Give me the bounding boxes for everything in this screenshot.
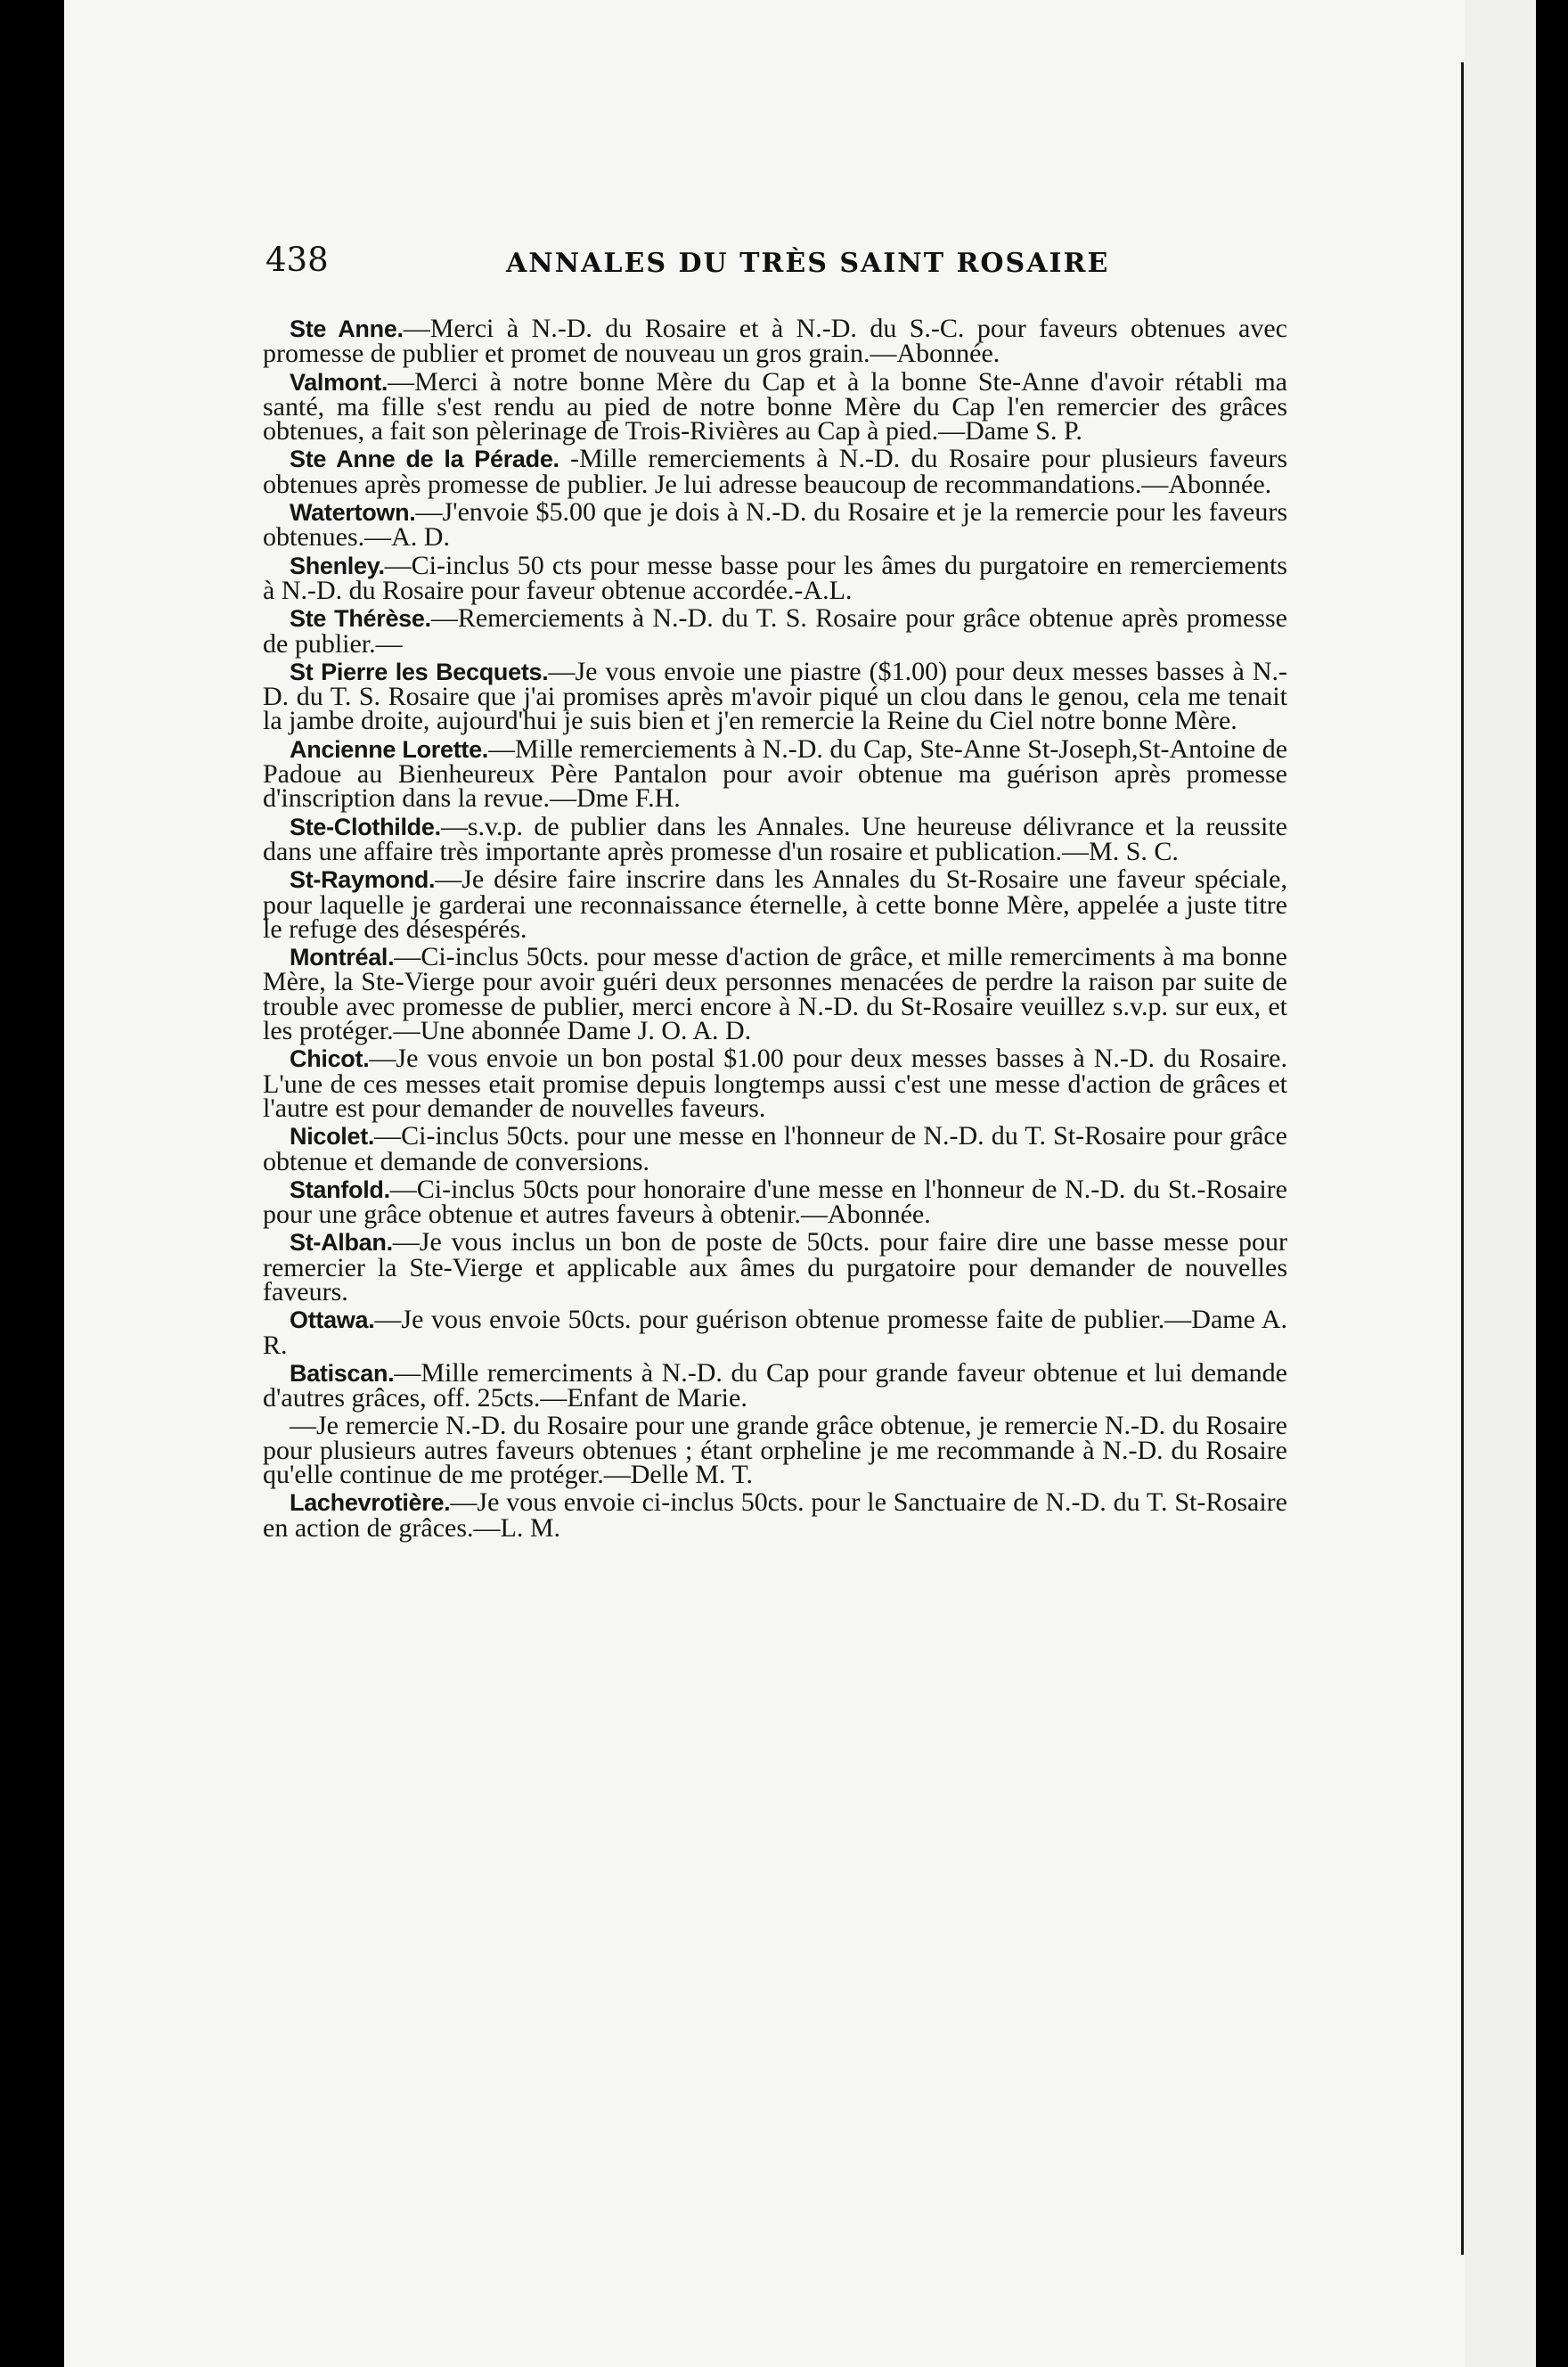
entry-place: Ste Thérèse. bbox=[290, 605, 431, 633]
entry-place: Ste-Clothilde. bbox=[290, 813, 441, 840]
entry bbox=[263, 1411, 1287, 1490]
entry-text: —Ci-inclus 50cts. pour messe d'action de grâce, et mille remerciments à ma bonne Mère, la Ste-Vierge pour avoir guéri deux personnes menacées de perdre la raison par suite de trouble avec promesse de publier, merci encore à N.-D. du St-Rosaire veuillez s.v.p. sur eux, et les protéger.—Une abonnée Dame J. O. A. D. bbox=[263, 942, 1287, 1046]
entry-place: Batiscan. bbox=[290, 1359, 395, 1387]
entry-place: Stanfold. bbox=[290, 1175, 390, 1203]
entry-text: —Ci-inclus 50 cts pour messe basse pour les âmes du purgatoire en remerciements à N.-D. du Rosaire pour faveur obtenue accordée.-A.L. bbox=[263, 550, 1287, 605]
running-title: ANNALES DU TRÈS SAINT ROSAIRE bbox=[506, 248, 1110, 279]
entry bbox=[263, 656, 1287, 736]
entry-place: Ste Anne. bbox=[290, 315, 404, 342]
entry bbox=[263, 550, 1287, 605]
entry bbox=[263, 1121, 1287, 1176]
entry bbox=[263, 603, 1287, 659]
entry-text: —Merci à notre bonne Mère du Cap et à la bonne Ste-Anne d'avoir rétabli ma santé, ma fille s'est rendu au pied de notre bonne Mère du Cap l'en remercier des grâces obtenues, a fait son pèlerinage de Trois-Rivières au Cap à pied.—Dame S. P. bbox=[263, 366, 1287, 446]
page-header bbox=[265, 241, 1174, 294]
entry bbox=[263, 314, 1287, 369]
entry-place: Lachevrotière. bbox=[290, 1489, 451, 1517]
entry bbox=[263, 1044, 1287, 1123]
entry-text: —J'envoie $5.00 que je dois à N.-D. du Rosaire et je la remercie pour les faveurs obtenues.—A. D. bbox=[263, 497, 1287, 553]
entry-place: Watertown. bbox=[290, 499, 416, 527]
entry-text: —Je vous envoie 50cts. pour guérison obtenue promesse faite de publier.—Dame A. R. bbox=[263, 1305, 1287, 1360]
entry bbox=[263, 733, 1288, 814]
entry bbox=[263, 444, 1288, 499]
entry-place: Nicolet. bbox=[290, 1123, 375, 1151]
entry-text: —Je remercie N.-D. du Rosaire pour une grande grâce obtenue, je remercie N.-D. du Rosaire pour plusieurs autres faveurs obtenues ; étant orpheline je me recommande à N.-D. du Rosaire qu'elle continue de me protéger.—Delle M. T. bbox=[263, 1411, 1287, 1490]
entry-text: -Mille remerciements à N.-D. du Rosaire pour plusieurs faveurs obtenues après promesse de publier. Je lui adresse beaucoup de recommandations.—Abonnée. bbox=[263, 444, 1288, 499]
entry-text: —Je vous envoie une piastre ($1.00) pour deux messes basses à N.-D. du T. S. Rosaire que j'ai promises après m'avoir piqué un clou dans le genou, cela me tenait la jambe droite, aujourd'hui je suis bien et j'en remercie la Reine du Ciel notre bonne Mère. bbox=[263, 656, 1287, 736]
entry-text: —Mille remerciements à N.-D. du Cap, Ste-Anne St-Joseph,St-Antoine de Padoue au Bienheureux Père Pantalon pour avoir obtenue ma guérison après promesse d'inscription dans la revue.—Dme F.H. bbox=[263, 733, 1288, 814]
page-number: 438 bbox=[265, 241, 329, 279]
entry-text: —Je vous inclus un bon de poste de 50cts. pour faire dire une basse messe pour remercier la Ste-Vierge et applicable aux âmes du purgatoire pour demander de nouvelles faveurs. bbox=[263, 1227, 1287, 1306]
entry-place: Shenley. bbox=[290, 552, 385, 579]
page-divider-line bbox=[1461, 62, 1464, 2255]
entry bbox=[263, 1305, 1287, 1360]
entry-text: —Mille remerciments à N.-D. du Cap pour grande faveur obtenue et lui demande d'autres grâces, off. 25cts.—Enfant de Marie. bbox=[263, 1357, 1287, 1413]
entry-place: St-Alban. bbox=[290, 1229, 393, 1257]
entry bbox=[263, 1174, 1287, 1230]
entry-place: Ottawa. bbox=[290, 1306, 375, 1334]
entry bbox=[263, 497, 1287, 553]
entry-text: —Merci à N.-D. du Rosaire et à N.-D. du S.-C. pour faveurs obtenues avec promesse de publier et promet de nouveau un gros grain.—Abonnée. bbox=[263, 314, 1287, 369]
entry bbox=[263, 864, 1287, 944]
entry bbox=[263, 942, 1287, 1046]
entry-text: —s.v.p. de publier dans les Annales. Une heureuse délivrance et la reussite dans une affaire très importante après promesse d'un rosaire et publication.—M. S. C. bbox=[263, 811, 1287, 866]
entry bbox=[263, 366, 1287, 446]
entry-text: —Ci-inclus 50cts pour honoraire d'une messe en l'honneur de N.-D. du St.-Rosaire pour une grâce obtenue et autres faveurs à obtenir.—Abonnée. bbox=[263, 1174, 1287, 1230]
entry-place: Ancienne Lorette. bbox=[290, 735, 489, 763]
entry-text: —Je désire faire inscrire dans les Annales du St-Rosaire une faveur spéciale, pour laquelle je garderai une reconnaissance éternelle, à cette bonne Mère, appelée a juste titre le refuge des désespérés. bbox=[263, 864, 1287, 944]
entry-place: St-Raymond. bbox=[290, 866, 436, 894]
body-text bbox=[263, 316, 1287, 1544]
entry bbox=[263, 811, 1287, 866]
entry bbox=[263, 1357, 1287, 1413]
entry-place: St Pierre les Becquets. bbox=[290, 658, 549, 685]
entry-place: Chicot. bbox=[290, 1045, 370, 1073]
entry-place: Ste Anne de la Pérade. bbox=[290, 446, 559, 473]
entry-text: —Je vous envoie un bon postal $1.00 pour deux messes basses à N.-D. du Rosaire. L'une de ces messes etait promise depuis longtemps aussi c'est une messe d'action de grâces et l'autre est pour demander de nouvelles faveurs. bbox=[263, 1044, 1287, 1123]
entry bbox=[263, 1487, 1287, 1543]
entry-text: —Remerciements à N.-D. du T. S. Rosaire pour grâce obtenue après promesse de publier.— bbox=[263, 603, 1287, 659]
entry-text: —Ci-inclus 50cts. pour une messe en l'honneur de N.-D. du T. St-Rosaire pour grâce obtenue et demande de conversions. bbox=[263, 1121, 1287, 1176]
entry bbox=[263, 1227, 1287, 1306]
entry-place: Valmont. bbox=[290, 368, 388, 396]
entry-place: Montréal. bbox=[290, 944, 395, 971]
entry-text: —Je vous envoie ci-inclus 50cts. pour le Sanctuaire de N.-D. du T. St-Rosaire en action de grâces.—L. M. bbox=[263, 1487, 1287, 1543]
adjacent-page-edge bbox=[1465, 0, 1536, 2367]
